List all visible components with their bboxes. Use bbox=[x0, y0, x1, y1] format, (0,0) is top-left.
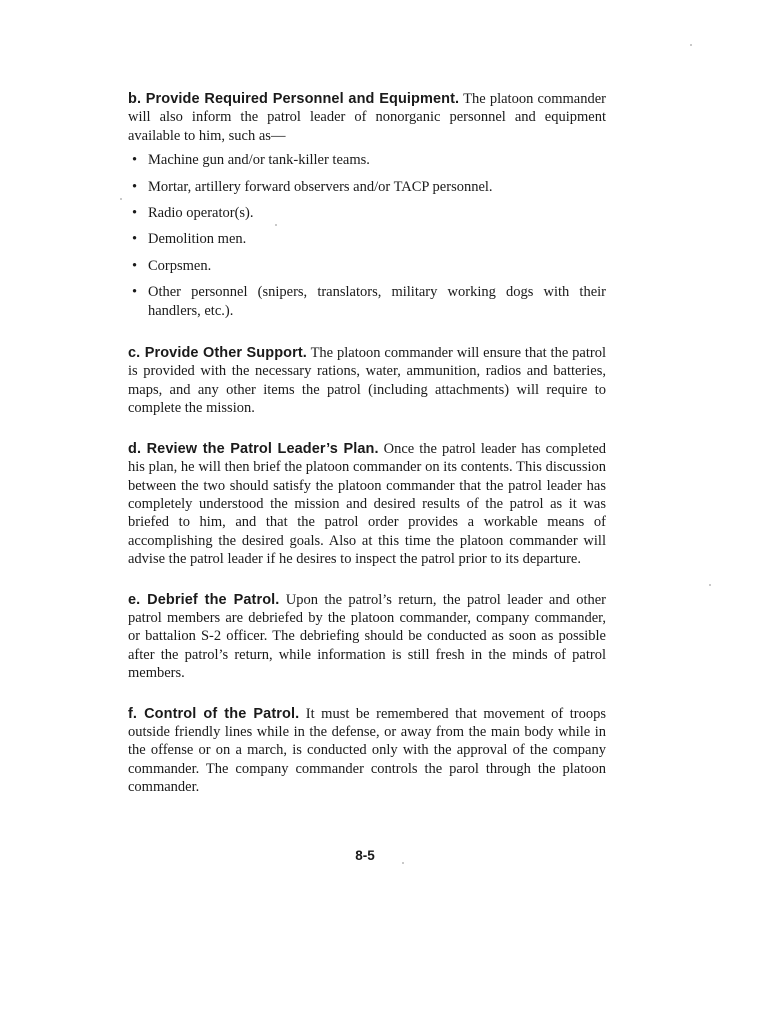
scan-speck bbox=[709, 584, 711, 586]
bullet-icon: • bbox=[132, 205, 138, 222]
list-item bbox=[128, 257, 606, 275]
section-e-heading: e. Debrief the Patrol. bbox=[128, 591, 280, 608]
bullet-icon: • bbox=[132, 178, 138, 195]
bullet-text: Demolition men. bbox=[148, 231, 247, 248]
section-d-heading: d. Review the Patrol Leader’s Plan. bbox=[128, 440, 379, 457]
section-b-text: The platoon commander will also inform the patrol leader of nonorganic personnel and equipment available to him, such as— bbox=[128, 91, 606, 144]
bullet-icon: • bbox=[132, 231, 138, 248]
list-item bbox=[128, 283, 606, 320]
section-c-text: The platoon commander will ensure that the patrol is provided with the necessary rations, water, ammunition, radios and batteries, maps, and any other items the patrol (including attachments) will require to complete the mission. bbox=[128, 345, 606, 417]
section-f-text: It must be remembered that movement of troops outside friendly lines while in the defense, or away from the main body while in the offense or on a march, is conducted only with the approval of the company commander. The company commander controls the parol through the platoon commander. bbox=[128, 705, 607, 796]
section-d-text: Once the patrol leader has completed his plan, he will then brief the platoon commander on its contents. This discussion between the two should satisfy the platoon commander that the patrol leader has completely understood the mission and desired results of the patrol as it was briefed to him, and that the patrol order provides a workable means of accomplishing the desired goals. Also at this time the platoon commander will advise the patrol leader if he desires to inspect the patrol prior to its departure. bbox=[128, 440, 607, 568]
list-item bbox=[128, 151, 606, 169]
section-e-text: Upon the patrol’s return, the patrol leader and other patrol members are debriefed by the platoon commander, company commander, or battalion S-2 officer. The debriefing should be conducted as soon as possible after the patrol’s return, while information is still fresh in the minds of patrol members. bbox=[128, 591, 606, 682]
section-b-paragraph bbox=[128, 90, 606, 145]
scan-speck bbox=[402, 862, 404, 864]
section-d-paragraph bbox=[128, 440, 606, 569]
list-item bbox=[128, 178, 606, 196]
bullet-text: Mortar, artillery forward observers and/or TACP personnel. bbox=[148, 178, 493, 195]
section-c-paragraph bbox=[128, 344, 606, 418]
list-item bbox=[128, 204, 606, 222]
page-number: 8-5 bbox=[355, 848, 375, 863]
section-e-paragraph bbox=[128, 591, 606, 683]
page-body bbox=[128, 90, 606, 819]
section-f-paragraph bbox=[128, 705, 606, 797]
scan-speck bbox=[120, 198, 122, 200]
scan-speck bbox=[690, 44, 692, 46]
personnel-bullet-list bbox=[128, 151, 606, 320]
section-b-heading: b. Provide Required Personnel and Equipment. bbox=[128, 91, 460, 107]
scan-speck bbox=[275, 224, 277, 226]
bullet-text: Other personnel (snipers, translators, military working dogs with their handlers, etc.). bbox=[148, 284, 606, 319]
bullet-text: Radio operator(s). bbox=[148, 205, 254, 222]
bullet-text: Machine gun and/or tank-killer teams. bbox=[148, 152, 370, 169]
section-c-heading: c. Provide Other Support. bbox=[128, 345, 307, 362]
bullet-icon: • bbox=[132, 152, 138, 169]
bullet-text: Corpsmen. bbox=[148, 257, 212, 274]
bullet-icon: • bbox=[132, 257, 138, 274]
section-f-heading: f. Control of the Patrol. bbox=[128, 705, 300, 722]
bullet-icon: • bbox=[132, 284, 138, 301]
list-item bbox=[128, 230, 606, 248]
